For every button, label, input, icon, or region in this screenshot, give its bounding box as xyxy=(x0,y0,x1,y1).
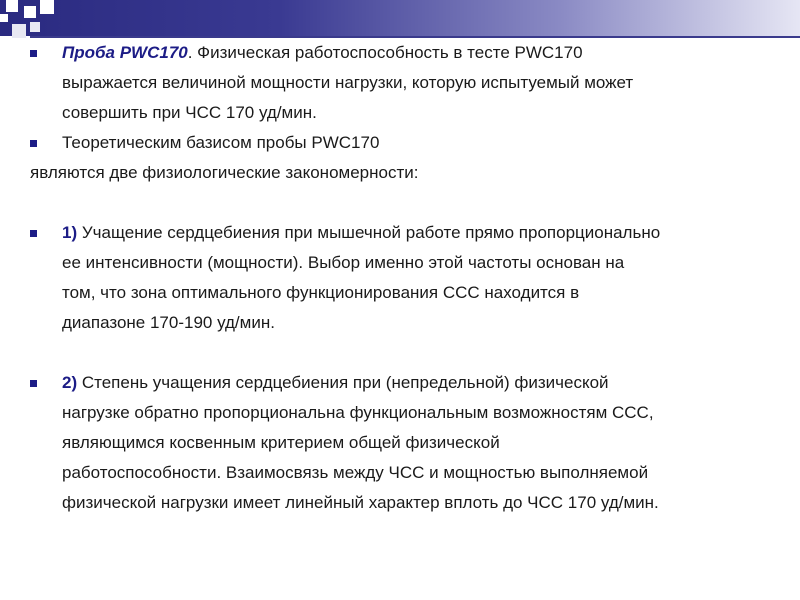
text-line: физической нагрузки имеет линейный характер вплоть до ЧСС 170 уд/мин. xyxy=(62,493,659,512)
paragraph-pwc170-definition xyxy=(30,38,778,128)
title-bar-gradient xyxy=(0,0,800,36)
text-line xyxy=(30,38,778,68)
decor-square xyxy=(40,0,54,14)
text-line: являются две физиологические закономерности: xyxy=(30,163,419,182)
term-pwc170: Проба PWC170 xyxy=(62,43,188,62)
paragraph-theoretical-basis xyxy=(30,128,778,188)
text-line: нагрузке обратно пропорциональна функциональным возможностям ССС, xyxy=(62,403,654,422)
bullet-icon xyxy=(30,140,37,147)
text-line xyxy=(30,368,778,398)
bullet-icon xyxy=(30,230,37,237)
text-line: совершить при ЧСС 170 уд/мин. xyxy=(62,103,317,122)
item-number: 2) xyxy=(62,373,78,392)
text-line: том, что зона оптимального функционирования ССС находится в xyxy=(62,283,580,302)
slide-body xyxy=(30,38,778,518)
paragraph-regularity-2 xyxy=(30,368,778,518)
bullet-icon xyxy=(30,380,37,387)
text-span: Учащение сердцебиения при мышечной работе прямо пропорционально xyxy=(77,223,661,242)
paragraph-regularity-1 xyxy=(30,218,778,338)
text-span: Степень учащения сердцебиения при (непредельной) физической xyxy=(77,373,609,392)
text-line: работоспособности. Взаимосвязь между ЧСС и мощностью выполняемой xyxy=(62,463,649,482)
decor-square xyxy=(30,22,40,32)
decor-square xyxy=(6,0,18,12)
text-line: выражается величиной мощности нагрузки, которую испытуемый может xyxy=(62,73,634,92)
decor-square xyxy=(0,14,8,22)
text-line: диапазоне 170-190 уд/мин. xyxy=(62,313,275,332)
item-number: 1) xyxy=(62,223,78,242)
decor-square xyxy=(24,6,36,18)
decor-square xyxy=(12,24,26,38)
text-line: ее интенсивности (мощности). Выбор именно этой частоты основан на xyxy=(62,253,625,272)
text-span: . Физическая работоспособность в тесте PWC170 xyxy=(187,43,583,62)
text-line: Теоретическим базисом пробы PWC170 xyxy=(62,133,380,152)
text-line: являющимся косвенным критерием общей физической xyxy=(62,433,500,452)
bullet-icon xyxy=(30,50,37,57)
text-line xyxy=(30,218,778,248)
